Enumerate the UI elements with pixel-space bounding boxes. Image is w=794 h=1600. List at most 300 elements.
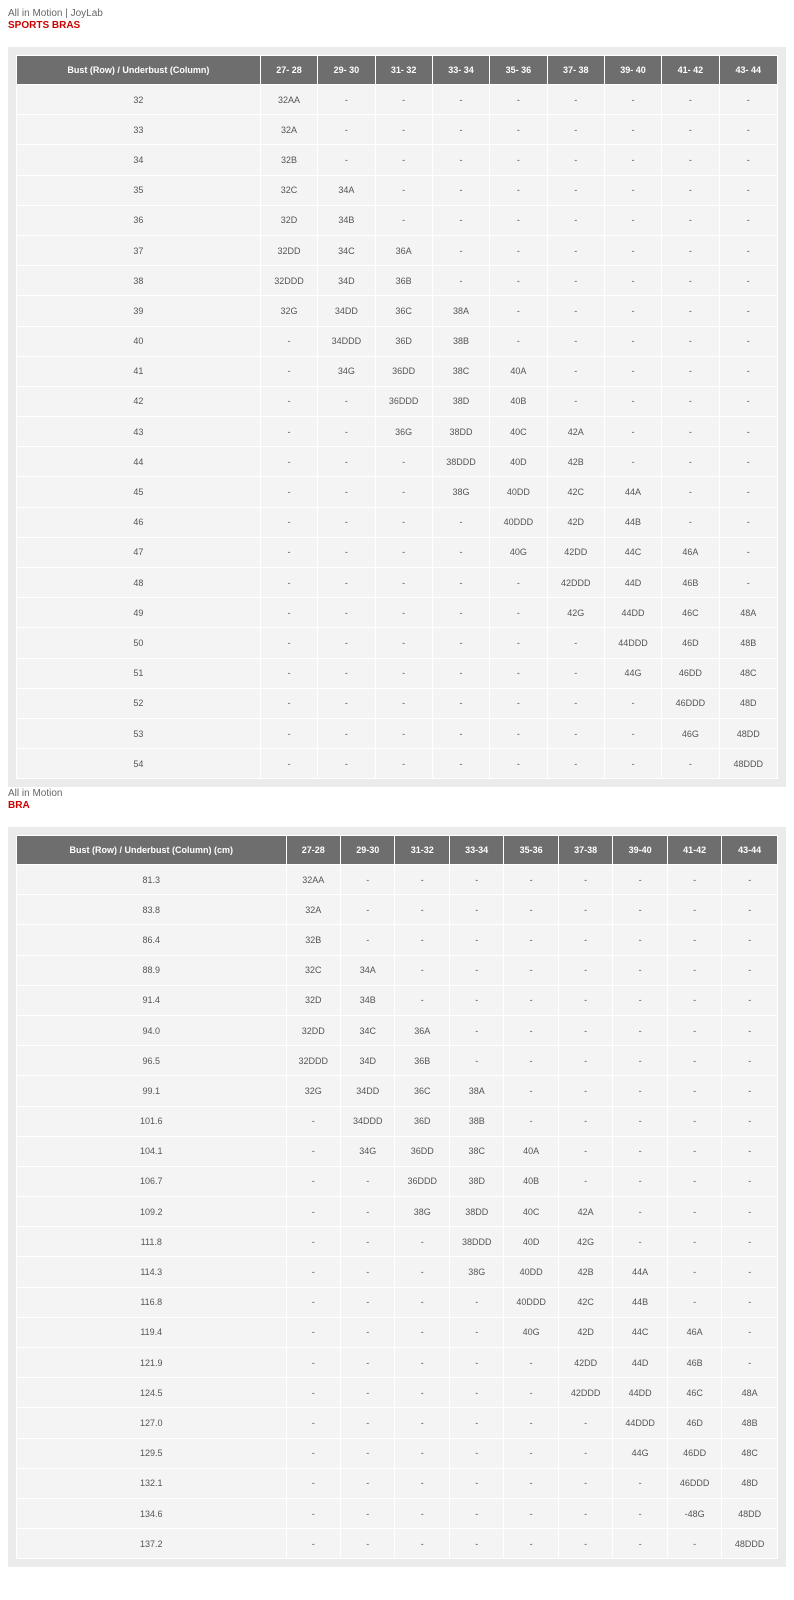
size-cell: - [490, 145, 546, 174]
size-cell: - [433, 508, 489, 537]
size-cell: - [287, 1469, 340, 1498]
size-cell: - [318, 85, 374, 114]
size-cell: 46DDD [662, 689, 718, 718]
row-header-cell: 38 [17, 266, 260, 295]
size-cell: - [395, 1439, 448, 1468]
size-cell: 40C [490, 417, 546, 446]
size-cell: - [395, 1227, 448, 1256]
size-cell: 40DD [504, 1257, 557, 1286]
size-cell: - [318, 477, 374, 506]
size-cell: - [662, 508, 718, 537]
size-cell: - [559, 1016, 612, 1045]
size-cell: - [287, 1408, 340, 1437]
size-cell: - [548, 628, 604, 657]
column-header: 41-42 [668, 836, 721, 864]
table-row [17, 659, 777, 688]
size-cell: 48A [720, 598, 777, 627]
size-cell: 36DDD [376, 387, 432, 416]
row-header-cell: 124.5 [17, 1378, 286, 1407]
size-cell: - [668, 1288, 721, 1317]
size-cell: 44DD [605, 598, 661, 627]
size-cell: - [613, 865, 666, 894]
size-cell: - [395, 1529, 448, 1558]
size-cell: - [341, 925, 394, 954]
size-cell: 48B [722, 1408, 777, 1437]
table-row [17, 1107, 777, 1136]
sports-bras-table-frame [8, 47, 786, 787]
size-cell: - [605, 357, 661, 386]
size-cell: 44D [605, 568, 661, 597]
size-cell: - [668, 1076, 721, 1105]
size-cell: 46D [662, 628, 718, 657]
size-cell: - [613, 1046, 666, 1075]
size-cell: - [548, 206, 604, 235]
row-header-cell: 53 [17, 719, 260, 748]
size-cell: - [605, 236, 661, 265]
size-cell: - [504, 895, 557, 924]
size-cell: - [548, 659, 604, 688]
table-row [17, 895, 777, 924]
size-cell: - [287, 1137, 340, 1166]
size-cell: 44C [605, 538, 661, 567]
size-cell: - [668, 865, 721, 894]
size-cell: - [504, 1439, 557, 1468]
size-cell: - [450, 1016, 503, 1045]
size-cell: - [395, 1408, 448, 1437]
size-cell: 36C [376, 296, 432, 325]
size-cell: - [722, 1076, 777, 1105]
size-cell: - [613, 986, 666, 1015]
size-cell: 46DDD [668, 1469, 721, 1498]
size-cell: - [720, 176, 777, 205]
size-cell: - [613, 1499, 666, 1528]
table-row [17, 1257, 777, 1286]
row-header-cell: 42 [17, 387, 260, 416]
size-cell: 38G [395, 1197, 448, 1226]
size-cell: - [376, 568, 432, 597]
table-row [17, 85, 777, 114]
size-cell: - [548, 749, 604, 778]
row-header-cell: 50 [17, 628, 260, 657]
size-cell: - [668, 1167, 721, 1196]
size-cell: - [605, 749, 661, 778]
size-cell: 42A [559, 1197, 612, 1226]
size-cell: - [433, 628, 489, 657]
size-cell: - [490, 236, 546, 265]
size-cell: 42A [548, 417, 604, 446]
size-cell: - [341, 895, 394, 924]
size-cell: 38D [433, 387, 489, 416]
size-cell: - [722, 1107, 777, 1136]
size-cell: - [376, 115, 432, 144]
row-header-cell: 46 [17, 508, 260, 537]
size-cell: 32A [287, 895, 340, 924]
size-cell: - [605, 85, 661, 114]
size-cell: 48DDD [720, 749, 777, 778]
row-header-cell: 109.2 [17, 1197, 286, 1226]
size-cell: - [662, 417, 718, 446]
size-cell: - [450, 1529, 503, 1558]
table-row [17, 266, 777, 295]
size-cell: - [376, 176, 432, 205]
size-cell: - [559, 1167, 612, 1196]
size-cell: 34C [318, 236, 374, 265]
size-cell: - [662, 477, 718, 506]
size-cell: - [662, 266, 718, 295]
size-cell: 36DD [376, 357, 432, 386]
size-cell: - [261, 568, 317, 597]
size-cell: - [722, 1167, 777, 1196]
row-header-cell: 101.6 [17, 1107, 286, 1136]
size-cell: - [668, 1107, 721, 1136]
size-cell: - [668, 986, 721, 1015]
size-cell: 36C [395, 1076, 448, 1105]
table-row [17, 387, 777, 416]
size-cell: - [504, 865, 557, 894]
row-header-cell: 134.6 [17, 1499, 286, 1528]
size-cell: - [287, 1499, 340, 1528]
size-cell: - [548, 387, 604, 416]
size-cell: 38A [433, 296, 489, 325]
size-cell: - [341, 1529, 394, 1558]
size-cell: - [668, 1137, 721, 1166]
size-cell: - [605, 176, 661, 205]
size-cell: - [605, 689, 661, 718]
size-cell: - [395, 1318, 448, 1347]
size-cell: - [341, 1378, 394, 1407]
column-header: 29-30 [341, 836, 394, 864]
column-header: 39-40 [613, 836, 666, 864]
size-cell: - [261, 749, 317, 778]
size-cell: - [559, 1076, 612, 1105]
size-cell: - [433, 85, 489, 114]
size-cell: - [548, 689, 604, 718]
size-cell: - [504, 956, 557, 985]
size-cell: - [376, 598, 432, 627]
size-cell: - [376, 477, 432, 506]
table-row [17, 1378, 777, 1407]
column-header: 27- 28 [261, 56, 317, 84]
size-cell: - [261, 689, 317, 718]
row-header-cell: 34 [17, 145, 260, 174]
table-row [17, 956, 777, 985]
size-cell: 48D [720, 689, 777, 718]
column-header: 43-44 [722, 836, 777, 864]
size-cell: - [613, 895, 666, 924]
size-cell: - [720, 296, 777, 325]
size-cell: 34G [318, 357, 374, 386]
size-cell: 38C [450, 1137, 503, 1166]
size-cell: - [318, 447, 374, 476]
table-row [17, 568, 777, 597]
size-cell: - [376, 628, 432, 657]
size-cell: - [613, 1469, 666, 1498]
size-cell: - [504, 1469, 557, 1498]
table-row [17, 145, 777, 174]
size-cell: 42C [548, 477, 604, 506]
size-cell: - [341, 1439, 394, 1468]
size-cell: 48DDD [722, 1529, 777, 1558]
size-cell: - [490, 176, 546, 205]
size-cell: - [720, 538, 777, 567]
size-cell: - [490, 598, 546, 627]
size-cell: - [722, 895, 777, 924]
size-cell: - [287, 1107, 340, 1136]
table-row [17, 1197, 777, 1226]
row-header-cell: 91.4 [17, 986, 286, 1015]
size-cell: - [433, 266, 489, 295]
size-cell: 34A [318, 176, 374, 205]
size-cell: 36D [395, 1107, 448, 1136]
column-header: 31-32 [395, 836, 448, 864]
row-header-cell: 44 [17, 447, 260, 476]
size-cell: - [341, 1499, 394, 1528]
column-header: 33- 34 [433, 56, 489, 84]
size-cell: - [722, 1348, 777, 1377]
size-cell: - [261, 387, 317, 416]
size-cell: - [341, 1348, 394, 1377]
table-row [17, 236, 777, 265]
size-cell: - [450, 1439, 503, 1468]
size-cell: 46D [668, 1408, 721, 1437]
size-cell: 34DD [341, 1076, 394, 1105]
size-cell: - [504, 1076, 557, 1105]
size-cell: - [559, 986, 612, 1015]
size-cell: - [613, 1197, 666, 1226]
size-cell: - [450, 986, 503, 1015]
size-cell: - [504, 1016, 557, 1045]
size-cell: - [318, 628, 374, 657]
size-cell: 38D [450, 1167, 503, 1196]
size-cell: - [376, 447, 432, 476]
size-cell: - [722, 986, 777, 1015]
size-cell: - [720, 85, 777, 114]
size-cell: - [548, 719, 604, 748]
table-row [17, 1408, 777, 1437]
size-cell: - [341, 1227, 394, 1256]
size-cell: - [450, 1046, 503, 1075]
size-cell: - [395, 865, 448, 894]
size-cell: - [490, 628, 546, 657]
size-cell: 32G [287, 1076, 340, 1105]
table-row [17, 1469, 777, 1498]
size-cell: - [261, 628, 317, 657]
size-cell: 46C [668, 1378, 721, 1407]
size-cell: - [720, 357, 777, 386]
table-row [17, 417, 777, 446]
size-cell: - [548, 327, 604, 356]
size-cell: 40A [504, 1137, 557, 1166]
size-cell: - [722, 865, 777, 894]
size-cell: - [613, 1016, 666, 1045]
size-cell: - [376, 659, 432, 688]
size-cell: - [559, 925, 612, 954]
size-cell: - [318, 387, 374, 416]
size-cell: - [662, 176, 718, 205]
size-cell: - [287, 1288, 340, 1317]
section-title: SPORTS BRAS [8, 20, 81, 31]
size-cell: - [287, 1378, 340, 1407]
size-cell: 34C [341, 1016, 394, 1045]
size-cell: - [668, 1016, 721, 1045]
size-cell: - [662, 115, 718, 144]
size-cell: 34D [341, 1046, 394, 1075]
size-cell: - [504, 1408, 557, 1437]
column-header: 33-34 [450, 836, 503, 864]
size-cell: 48B [720, 628, 777, 657]
size-cell: - [490, 327, 546, 356]
size-cell: 42DDD [559, 1378, 612, 1407]
size-cell: - [613, 925, 666, 954]
size-cell: 42D [548, 508, 604, 537]
table-row [17, 1348, 777, 1377]
size-cell: 40DD [490, 477, 546, 506]
size-cell: - [605, 145, 661, 174]
table-row [17, 749, 777, 778]
size-cell: - [433, 538, 489, 567]
row-header-cell: 39 [17, 296, 260, 325]
size-cell: - [287, 1227, 340, 1256]
size-cell: - [662, 357, 718, 386]
size-cell: 46A [662, 538, 718, 567]
size-cell: - [376, 538, 432, 567]
row-header-cell: 54 [17, 749, 260, 778]
size-cell: 34G [341, 1137, 394, 1166]
size-cell: - [720, 568, 777, 597]
size-cell: - [720, 115, 777, 144]
column-header: 35- 36 [490, 56, 546, 84]
size-cell: - [504, 1378, 557, 1407]
size-cell: 46DD [662, 659, 718, 688]
size-cell: 44A [605, 477, 661, 506]
size-cell: 44A [613, 1257, 666, 1286]
size-cell: - [722, 1288, 777, 1317]
size-cell: - [613, 1137, 666, 1166]
size-cell: - [450, 1469, 503, 1498]
size-cell: - [376, 749, 432, 778]
size-cell: - [613, 1107, 666, 1136]
size-cell: - [287, 1318, 340, 1347]
table-row [17, 925, 777, 954]
size-cell: 32DD [287, 1016, 340, 1045]
size-cell: - [318, 568, 374, 597]
row-header-cell: 41 [17, 357, 260, 386]
size-cell: - [720, 477, 777, 506]
size-cell: - [450, 925, 503, 954]
size-cell: - [261, 538, 317, 567]
size-cell: 40C [504, 1197, 557, 1226]
size-cell: 48A [722, 1378, 777, 1407]
size-cell: - [504, 1529, 557, 1558]
row-header-cell: 94.0 [17, 1016, 286, 1045]
size-cell: - [433, 145, 489, 174]
size-cell: - [668, 1529, 721, 1558]
size-cell: - [433, 598, 489, 627]
size-cell: 34DDD [318, 327, 374, 356]
row-header-cell: 88.9 [17, 956, 286, 985]
table-row [17, 296, 777, 325]
table-row [17, 115, 777, 144]
size-cell: 44D [613, 1348, 666, 1377]
size-cell: - [668, 1227, 721, 1256]
size-cell: - [668, 895, 721, 924]
size-cell: 32AA [287, 865, 340, 894]
size-cell: - [559, 1408, 612, 1437]
size-cell: 48D [722, 1469, 777, 1498]
size-cell: - [287, 1529, 340, 1558]
size-cell: - [504, 1107, 557, 1136]
row-header-cell: 96.5 [17, 1046, 286, 1075]
size-cell: 38G [433, 477, 489, 506]
size-cell: 44G [613, 1439, 666, 1468]
size-cell: - [341, 1288, 394, 1317]
brand-label: All in Motion [8, 788, 63, 799]
size-cell: - [395, 1288, 448, 1317]
size-cell: - [287, 1167, 340, 1196]
size-cell: 42DDD [548, 568, 604, 597]
size-cell: - [395, 1378, 448, 1407]
column-header: 31- 32 [376, 56, 432, 84]
row-header-cell: 47 [17, 538, 260, 567]
size-cell: 48C [720, 659, 777, 688]
size-cell: 38A [450, 1076, 503, 1105]
bra-heading [8, 788, 786, 812]
size-cell: 46G [662, 719, 718, 748]
table-row [17, 477, 777, 506]
size-cell: - [605, 327, 661, 356]
size-cell: - [341, 1469, 394, 1498]
size-cell: - [720, 508, 777, 537]
size-table-sports-bras [16, 55, 778, 779]
size-cell: - [548, 236, 604, 265]
table-row [17, 447, 777, 476]
table-row [17, 1076, 777, 1105]
size-cell: - [395, 895, 448, 924]
table-row [17, 1046, 777, 1075]
size-cell: - [720, 417, 777, 446]
size-cell: - [722, 956, 777, 985]
header-row [17, 56, 777, 84]
size-cell: - [318, 538, 374, 567]
table-row [17, 1288, 777, 1317]
header-bust-underbust: Bust (Row) / Underbust (Column) (cm) [17, 836, 286, 864]
size-cell: - [490, 266, 546, 295]
size-cell: - [490, 115, 546, 144]
size-cell: - [433, 115, 489, 144]
row-header-cell: 104.1 [17, 1137, 286, 1166]
row-header-cell: 99.1 [17, 1076, 286, 1105]
row-header-cell: 83.8 [17, 895, 286, 924]
row-header-cell: 32 [17, 85, 260, 114]
size-cell: - [490, 719, 546, 748]
size-cell: - [722, 1016, 777, 1045]
size-cell: - [287, 1197, 340, 1226]
table-row [17, 986, 777, 1015]
size-cell: - [376, 85, 432, 114]
size-cell: - [450, 895, 503, 924]
row-header-cell: 81.3 [17, 865, 286, 894]
size-cell: 42B [548, 447, 604, 476]
size-table-bra [16, 835, 778, 1559]
size-cell: - [318, 115, 374, 144]
size-cell: 40DDD [504, 1288, 557, 1317]
size-cell: 46B [662, 568, 718, 597]
row-header-cell: 86.4 [17, 925, 286, 954]
size-cell: - [668, 925, 721, 954]
size-cell: - [548, 85, 604, 114]
size-cell: - [668, 1046, 721, 1075]
size-cell: 32G [261, 296, 317, 325]
